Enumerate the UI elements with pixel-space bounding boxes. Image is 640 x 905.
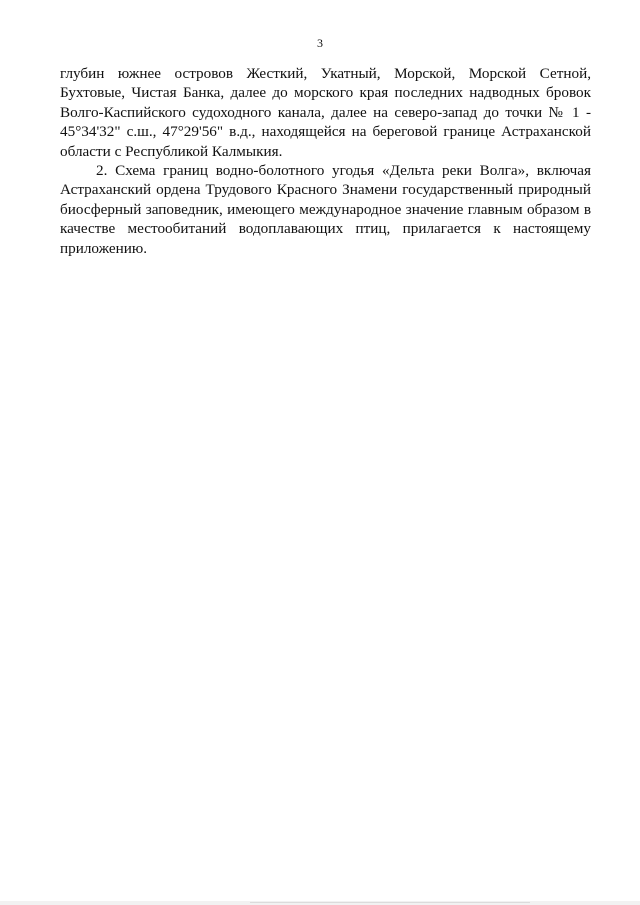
page-number: 3 xyxy=(317,36,323,50)
document-body xyxy=(60,64,591,258)
scan-bottom-edge xyxy=(0,901,640,905)
paragraph-wetland-scheme: 2. Схема границ водно-болотного угодья «Дельта реки Волга», включая Астраханский ордена Трудового Красного Знамени государственный природный биосферный заповедник, имеющего международное значение главным образом в качестве местообитаний водоплавающих птиц, прилагается к настоящему приложению. xyxy=(60,162,591,257)
paragraph-boundary-continuation: глубин южнее островов Жесткий, Укатный, Морской, Морской Сетной, Бухтовые, Чистая Банка, далее до морского края последних надводных бровок Волго-Каспийского судоходного канала, далее на северо-запад до точки № 1 - 45°34'32" с.ш., 47°29'56" в.д., находящейся на береговой границе Астраханской области с Республикой Калмыкия. xyxy=(60,65,591,160)
scan-edge-line xyxy=(250,902,530,903)
